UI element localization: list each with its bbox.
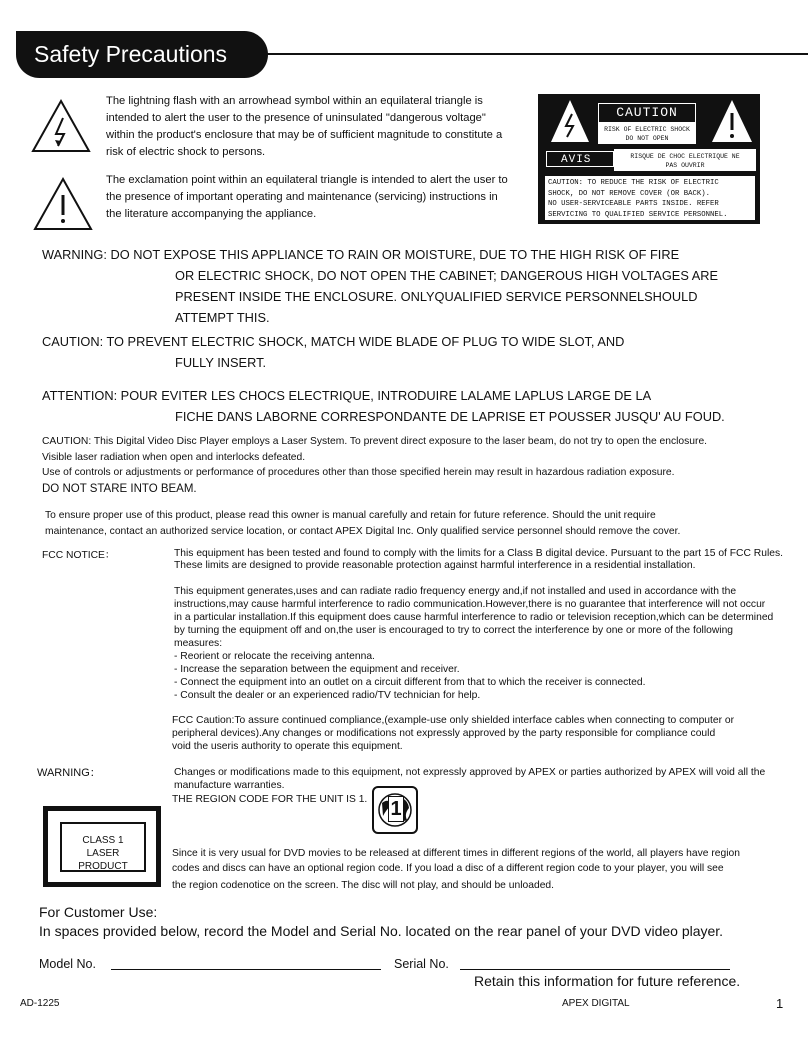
text-line: - Reorient or relocate the receiving antenna. [174,651,375,662]
text-line: the region codenotice on the screen. The disc will not play, and should be unloaded. [172,880,555,891]
text-line: OR ELECTRIC SHOCK, DO NOT OPEN THE CABINET; DANGEROUS HIGH VOLTAGES ARE [175,268,719,283]
caution-label-title: CAUTION [598,103,696,123]
region-code-statement: THE REGION CODE FOR THE UNIT IS 1. [172,794,368,805]
text-line: RISK OF ELECTRIC SHOCK [604,126,690,133]
text-line: PRESENT INSIDE THE ENCLOSURE. ONLYQUALIFIED SERVICE PERSONNELSHOULD [175,289,698,304]
text-line: risk of electric shock to persons. [106,146,266,158]
text-line: WARNING: DO NOT EXPOSE THIS APPLIANCE TO RAIN OR MOISTURE, DUE TO THE HIGH RISK OF FIRE [42,247,680,262]
text-line: ATTEMPT THIS. [175,310,270,325]
retain-notice: Retain this information for future reference. [474,973,741,989]
text-line: in a particular installation.If this equipment does cause harmful interference to radio or television reception,which can be determined [174,612,774,623]
lightning-warning-icon [30,98,92,154]
text-line: CAUTION: TO PREVENT ELECTRIC SHOCK, MATCH WIDE BLADE OF PLUG TO WIDE SLOT, AND [42,334,625,349]
text-line: The lightning flash with an arrowhead symbol within an equilateral triangle is [106,95,483,107]
text-line: These limits are designed to provide reasonable protection against harmful interference in a residential installation. [174,560,696,571]
text-line: DO NOT OPEN [625,135,669,142]
page-number: 1 [776,996,784,1011]
caution-label-avis: AVIS [546,151,614,167]
text-line: CLASS 1 [82,835,124,846]
fcc-notice-label: FCC NOTICE： [42,550,116,561]
serial-no-field[interactable] [460,969,730,970]
text-line: RISQUE DE CHOC ELECTRIQUE NE [630,153,740,160]
text-line: FICHE DANS LABORNE CORRESPONDANTE DE LAPRISE ET POUSSER JUSQU' AU FOUD. [175,409,725,424]
text-line: - Consult the dealer or an experienced radio/TV technician for help. [174,690,481,701]
fcc-paragraph-1 [174,548,804,572]
exclamation-warning-icon [710,98,754,144]
text-line: codes and discs can have an optional region code. If you load a disc of a different region code to your player, you will see [172,863,724,874]
text-line: Visible laser radiation when open and interlocks defeated. [42,451,306,463]
caution-label-instructions [545,176,755,220]
text-line: within the product's enclosure that may be of sufficient magnitude to constitute a [106,129,503,141]
region-code-icon [372,786,418,834]
serial-no-label: Serial No. [394,957,449,971]
text-line: DO NOT STARE INTO BEAM. [42,482,197,495]
text-line: instructions,may cause harmful interference to radio communication.However,there is no guarantee that interference will not occur [174,599,766,610]
text-line: manufacture warranties. [174,780,285,791]
text-line: This equipment has been tested and found to comply with the limits for a Class B digital device. Pursuant to the part 15 of FCC Rules. [174,548,783,559]
customer-use-heading: For Customer Use: [39,904,158,920]
text-line: To ensure proper use of this product, please read this owner is manual carefully and retain for future reference. Should the unit require [45,510,656,521]
text-line: This equipment generates,uses and can radiate radio frequency energy and,if not installed and used in accordance with the [174,586,737,597]
text-line: The exclamation point within an equilateral triangle is intended to alert the user to [106,174,508,186]
text-line: maintenance, contact an authorized service location, or contact APEX Digital Inc. Only qualified service personnel should remove the cover. [45,525,681,537]
lightning-warning-icon [549,98,591,144]
text-line: SHOCK, DO NOT REMOVE COVER (OR BACK). [548,189,711,198]
attention-block [42,385,802,427]
text-line: NO USER-SERVICEABLE PARTS INSIDE. REFER [548,200,719,208]
caution-label-risk-en [598,122,696,144]
customer-use-instruction: In spaces provided below, record the Model and Serial No. located on the rear panel of your DVD video player. [39,923,724,939]
text-line: void the useris authority to operate this equipment. [172,741,403,752]
laser-caution [42,434,804,498]
caution-label-risk-fr [614,149,756,171]
text-line: CAUTION: TO REDUCE THE RISK OF ELECTRIC [548,179,719,187]
fcc-paragraph-2 [174,585,804,702]
proper-use-notice [45,508,805,539]
warranty-warning [174,766,804,792]
text-line: ATTENTION: POUR EVITER LES CHOCS ELECTRIQUE, INTRODUIRE LALAME LAPLUS LARGE DE LA [42,388,652,403]
lightning-description [106,93,536,161]
caution-block [42,331,802,373]
model-no-label: Model No. [39,957,96,971]
text-line: the literature accompanying the appliance. [106,208,317,220]
laser-product-text [60,822,146,872]
footer-brand: APEX DIGITAL [562,998,630,1009]
text-line: intended to alert the user to the presence of uninsulated "dangerous voltage" [106,112,486,124]
text-line: Use of controls or adjustments or performance of procedures other than those specified herein may result in hazardous radiation exposure. [42,467,675,478]
page-title: Safety Precautions [16,31,268,78]
text-line: the presence of important operating and maintenance (servicing) instructions in [106,191,498,203]
model-no-field[interactable] [111,969,381,970]
text-line: Changes or modifications made to this equipment, not expressly approved by APEX or parties authorized by APEX will void all the [174,767,766,778]
text-line: FCC Caution:To assure continued compliance,(example-use only shielded interface cables when connecting to computer or [172,715,735,726]
document-code: AD-1225 [20,998,60,1009]
text-line: - Increase the separation between the equipment and receiver. [174,664,460,675]
text-line: Since it is very usual for DVD movies to be released at different times in different regions of the world, all players have region [172,848,740,859]
region-explanation [172,846,804,893]
exclamation-warning-icon [32,176,94,232]
region-number: 1 [388,796,404,822]
text-line: PAS OUVRIR [665,162,705,169]
text-line: by turning the equipment off and on,the user is encouraged to try to correct the interference by one or more of the following [174,625,734,636]
text-line: LASER PRODUCT [78,848,128,872]
text-line: measures: [174,638,223,649]
text-line: SERVICING TO QUALIFIED SERVICE PERSONNEL. [548,210,728,219]
fcc-caution [172,714,802,753]
text-line: peripheral devices).Any changes or modifications not expressly approved by the party responsible for compliance could [172,728,716,739]
text-line: CAUTION: This Digital Video Disc Player employs a Laser System. To prevent direct exposure to the laser beam, do not try to open the enclosure. [42,436,708,447]
warning-label: WARNING： [37,767,101,779]
text-line: FULLY INSERT. [175,355,267,370]
text-line: - Connect the equipment into an outlet on a circuit different from that to which the receiver is connected. [174,677,646,688]
warning-block [42,244,802,328]
exclamation-description [106,172,536,223]
title-rule [262,53,808,55]
